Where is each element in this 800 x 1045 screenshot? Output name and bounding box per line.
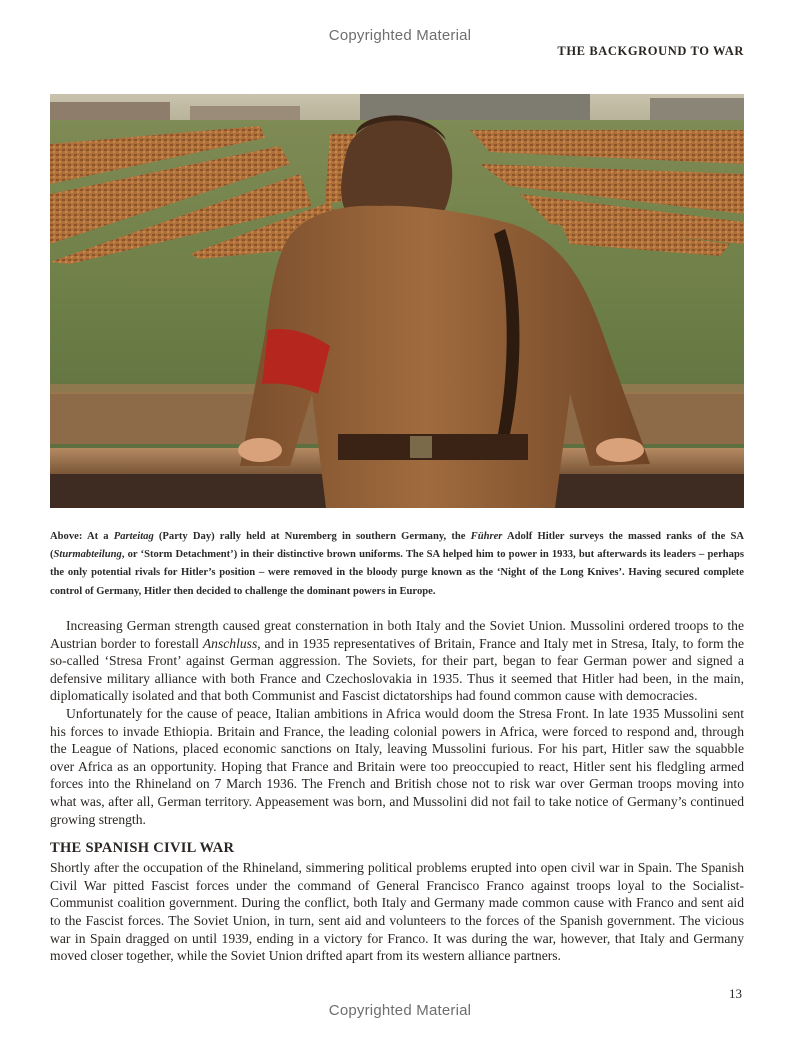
paragraph-stresa-front (50, 617, 744, 705)
section-heading-spanish-civil-war: THE SPANISH CIVIL WAR (50, 840, 235, 857)
paragraph-ethiopia: Unfortunately for the cause of peace, Italian ambitions in Africa would doom the Stresa Front. In late 1935 Mussolini sent his forces to invade Ethiopia. Britain and France, the leading colonial powers in Africa, were forced to respond and, through the League of Nations, placed economic sanctions on Italy, leaving Mussolini furious. For his part, Hitler saw the squabble over Africa as an opportunity. Hoping that France and Britain were too preoccupied to react, Hitler sent his fledgling armed forces into the Rhineland on 7 March 1936. The French and British chose not to risk war over German troops moving into what was, after all, German territory. Appeasement was born, and Mussolini did not fail to take notice of Germany’s continued growing strength. (50, 705, 744, 827)
hitler-nuremberg-rally-photo (50, 94, 744, 508)
caption-text: , or ‘Storm Detachment’) in their distinctive brown uniforms. The SA helped him to power in 1933, but afterwards its leaders – perhaps the only potential rivals for Hitler’s position – were removed in the bloody purge known as the ‘Night of the Long Knives’. Having secured complete control of Germany, Hitler then decided to challenge the dominant powers in Europe. (50, 549, 744, 597)
caption-text: (Party Day) rally held at Nuremberg in southern Germany, the (153, 531, 471, 542)
body-text (50, 617, 744, 965)
caption-term-parteitag: Parteitag (113, 531, 154, 542)
term-anschluss: Anschluss (202, 635, 258, 651)
caption-term-fuhrer: Führer (470, 531, 503, 542)
paragraph-spanish-civil-war: Shortly after the occupation of the Rhineland, simmering political problems erupted into open civil war in Spain. The Spanish Civil War pitted Fascist forces under the command of General Francisco Franco against troops loyal to the Socialist-Communist coalition government. During the conflict, both Italy and Germany made common cause with Franco and sent aid to the Fascist forces. The Soviet Union, in turn, sent aid and volunteers to the forces of the Spanish government. The vicious war in Spain dragged on until 1939, ending in a victory for Franco. It was during the war, however, that Italy and Germany moved closer together, while the Soviet Union drifted apart from its western alliance partners. (50, 860, 744, 964)
caption-lead: Above: (50, 531, 83, 542)
paragraph-text: Increasing German strength caused great consternation in both Italy and the Soviet Union. Mussolini ordered troops to the Austrian border to forestall (50, 618, 744, 651)
running-head: THE BACKGROUND TO WAR (557, 44, 744, 58)
caption-text: At a (82, 531, 114, 542)
paragraph-text: , and in 1935 representatives of Britain, France and Italy met in Stresa, Italy, to form the so-called ‘Stresa Front’ against German aggression. The Soviets, for their part, began to fear German power and signed a defensive military alliance with both France and Czechoslovakia in 1935. Thus it seemed that Hitler had been, in the main, diplomatically isolated and that both Communist and Fascist dictatorships had found common cause with democracies. (50, 635, 745, 704)
page-number: 13 (729, 986, 742, 1001)
copyright-watermark-bottom: Copyrighted Material (328, 1002, 472, 1019)
copyright-watermark-top: Copyrighted Material (328, 27, 472, 44)
caption-term-sturmabteilung: Sturmabteilung (53, 549, 122, 561)
photo-caption (50, 528, 744, 601)
caption-text: Adolf Hitler surveys the massed ranks of the SA ( (50, 531, 744, 561)
